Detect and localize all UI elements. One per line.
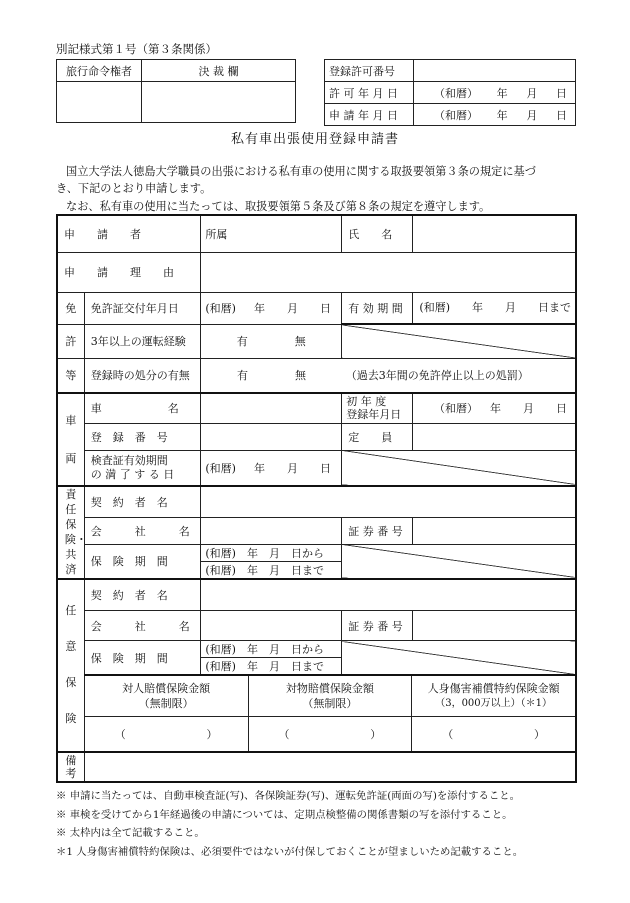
liability-contractor-input[interactable] (201, 486, 576, 517)
inspection-line2: の 満 了 す る 日 (90, 467, 175, 481)
affiliation-cell[interactable] (201, 215, 342, 252)
approval-cell-1[interactable] (57, 82, 142, 123)
voluntary-company-input[interactable] (201, 611, 342, 641)
note-4: ＊1 人身傷害補償特約保険は、必須要件ではないが付保しておくことが望ましいため記載すること。 (56, 845, 524, 858)
intro-line-3: なお、私有車の使用に当たっては、取扱要領第５条及び第８条の規定を遵守します。 (66, 200, 491, 213)
experience-label: 3年以上の運転経験 (84, 324, 201, 358)
year-label: 年 (496, 86, 508, 100)
voluntary-from[interactable]: (和暦) 年 月 日から (201, 641, 342, 658)
note-2: ※ 車検を受けてから1年経過後の申請については、定期点検整備の関係書類の写を添付すること。 (56, 808, 513, 821)
coverage-input-row (84, 717, 576, 753)
approval-header-2: 決 裁 欄 (142, 60, 296, 82)
disposition-input[interactable] (201, 358, 342, 393)
liability-contractor-label: 契 約 者 名 (84, 486, 201, 517)
first-reg-line2: 登録年月日 (346, 408, 402, 422)
day-label: 日 (555, 86, 567, 100)
era-label: （和暦） (434, 402, 478, 416)
voluntary-policy-label: 証 券 番 号 (342, 611, 413, 641)
license-issue-label: 免許証交付年月日 (84, 292, 201, 324)
reg-number-label: 登録許可番号 (325, 60, 414, 82)
disposition-note: （過去3年間の免許停止以上の処罰） (342, 358, 576, 393)
reason-label: 申 請 理 由 (57, 252, 201, 292)
vehicle-name-label: 車 名 (84, 393, 201, 423)
yes-option[interactable]: 有 (236, 335, 248, 348)
remarks-input[interactable] (84, 752, 576, 782)
disposition-label: 登録時の処分の有無 (84, 358, 201, 393)
inspection-input[interactable] (201, 450, 342, 486)
injury-line1: 人身傷害補償特約保険金額 (427, 682, 560, 695)
license-side-3: 等 (57, 358, 84, 393)
property-line2: （無制限） (302, 697, 358, 710)
reason-input[interactable] (201, 252, 576, 292)
liability-from[interactable]: (和暦) 年 月 日から (201, 544, 342, 561)
ymd-label: 年 月 日 (253, 302, 331, 315)
applicant-label: 申 請 者 (57, 215, 201, 252)
liability-side-text: 責任保険・共済 (64, 488, 87, 577)
reg-number-label: 登 録 番 号 (84, 423, 201, 450)
voluntary-company-label: 会 社 名 (84, 611, 201, 641)
valid-period-label: 有 効 期 間 (342, 292, 413, 324)
month-label: 月 (526, 86, 538, 100)
reg-number-input[interactable] (201, 423, 342, 450)
paren-open: （ (278, 728, 290, 741)
era-label: (和暦) (205, 461, 236, 475)
vehicle-side (57, 393, 84, 486)
voluntary-contractor-label: 契 約 者 名 (84, 579, 201, 611)
ymd-label: 年 月 日 (253, 461, 331, 475)
voluntary-policy-input[interactable] (412, 611, 576, 641)
valid-period-input[interactable] (412, 292, 576, 324)
yes-option[interactable]: 有 (237, 369, 249, 383)
vehicle-side-1: 車 (65, 413, 77, 427)
era-label: (和暦) (205, 302, 236, 315)
first-reg-line1: 初 年 度 (346, 395, 387, 409)
no-option[interactable]: 無 (295, 369, 307, 383)
vehicle-side-2: 両 (65, 451, 77, 465)
property-amount-input[interactable] (249, 717, 413, 751)
day-label: 日 (555, 108, 567, 122)
registration-table (324, 59, 576, 126)
approval-header-1: 旅行命令権者 (57, 60, 142, 82)
application-form (56, 214, 577, 783)
diagonal-blank (342, 324, 576, 358)
name-label: 氏 名 (342, 215, 413, 252)
name-input[interactable] (412, 215, 576, 252)
first-reg-input[interactable] (412, 393, 576, 423)
liability-company-input[interactable] (201, 517, 342, 544)
year-label: 年 (496, 108, 508, 122)
vehicle-name-input[interactable] (201, 393, 342, 423)
paren-close: ） (206, 728, 218, 741)
coverage-header-row (84, 675, 576, 717)
experience-input[interactable] (201, 324, 342, 358)
page-title: 私有車出張使用登録申請書 (230, 132, 399, 147)
form-number: 別記様式第１号（第３条関係） (56, 42, 217, 56)
ymd-label: 年 月 日 (490, 402, 567, 416)
inspection-label (84, 450, 201, 486)
paren-close: ） (370, 728, 382, 741)
approval-table (56, 59, 296, 123)
reg-number-value[interactable] (414, 60, 576, 82)
capacity-label: 定 員 (342, 423, 413, 450)
voluntary-side-2: 意 (65, 640, 77, 654)
liability-policy-label: 証 券 番 号 (342, 517, 413, 544)
apply-date-value[interactable] (414, 104, 576, 126)
note-3: ※ 太枠内は全て記載すること。 (56, 827, 205, 839)
valid-until-text: (和暦) 年 月 日まで (419, 300, 571, 314)
bodily-line2: （無制限） (138, 697, 194, 710)
capacity-input[interactable] (412, 423, 576, 450)
injury-coverage-header (412, 676, 575, 716)
property-line1: 対物賠償保険金額 (285, 682, 374, 695)
no-option[interactable]: 無 (294, 335, 306, 348)
voluntary-side-1: 任 (65, 604, 77, 618)
apply-date-label: 申 請 年 月 日 (325, 104, 414, 126)
bodily-line1: 対人賠償保険金額 (122, 682, 211, 695)
era-label: （和暦） (434, 108, 478, 122)
paren-close: ） (533, 728, 545, 741)
month-label: 月 (526, 108, 538, 122)
voluntary-side (57, 579, 84, 753)
voluntary-contractor-input[interactable] (201, 579, 576, 611)
intro-line-1: 国立大学法人徳島大学職員の出張における私有車の使用に関する取扱要領第３条の規定に基づ (66, 165, 536, 178)
liability-until[interactable]: (和暦) 年 月 日まで (201, 561, 342, 579)
permit-date-label: 許 可 年 月 日 (325, 82, 414, 104)
approval-cell-2[interactable] (142, 82, 296, 123)
first-reg-label (342, 393, 413, 423)
injury-amount-input[interactable] (412, 717, 575, 751)
license-side-2: 許 (57, 324, 84, 358)
license-issue-input[interactable] (201, 292, 342, 324)
intro-line-2: き、下記のとおり申請します。 (56, 182, 212, 195)
voluntary-until[interactable]: (和暦) 年 月 日まで (201, 658, 342, 676)
inspection-line1: 検査証有効期間 (90, 453, 168, 467)
injury-line2: （3，000万以上）（＊1） (435, 698, 553, 709)
diagonal-blank (342, 641, 576, 676)
bodily-amount-input[interactable] (85, 717, 249, 751)
voluntary-period-label: 保 険 期 間 (84, 641, 201, 676)
note-1: ※ 申請に当たっては、自動車検査証(写)、各保険証券(写)、運転免許証(両面の写)を添付すること。 (56, 790, 521, 802)
remarks-text: 備考 (65, 754, 77, 780)
voluntary-side-3: 保 (65, 676, 77, 690)
property-coverage-header (249, 676, 413, 716)
notes (56, 787, 616, 861)
diagonal-blank (342, 450, 576, 486)
diagonal-blank (342, 544, 576, 579)
liability-company-label: 会 社 名 (84, 517, 201, 544)
license-side-1: 免 (57, 292, 84, 324)
affiliation-label: 所属 (205, 227, 228, 241)
liability-period-label: 保 険 期 間 (84, 544, 201, 579)
bodily-coverage-header (85, 676, 249, 716)
permit-date-value[interactable] (414, 82, 576, 104)
liability-policy-input[interactable] (412, 517, 576, 544)
voluntary-side-4: 険 (65, 712, 77, 726)
era-label: （和暦） (434, 86, 478, 100)
liability-side (57, 486, 87, 579)
remarks-label (57, 752, 84, 782)
paren-open: （ (442, 728, 454, 741)
paren-open: （ (114, 728, 126, 741)
